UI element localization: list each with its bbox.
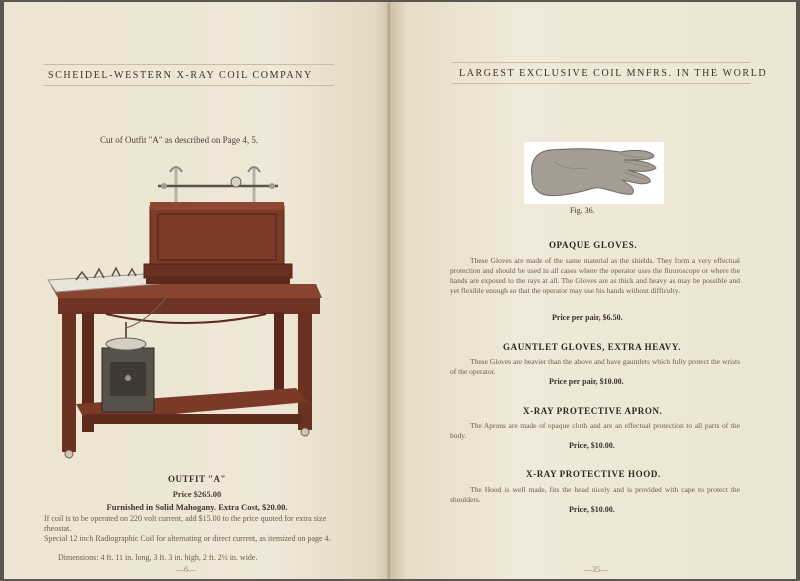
furnished-note: Furnished in Solid Mahogany. Extra Cost, $20.00. <box>106 502 288 512</box>
right-folio: —35— <box>584 565 608 574</box>
section-price-protective-apron: Price, $10.00. <box>569 441 615 450</box>
section-title-opaque-gloves: OPAQUE GLOVES. <box>549 240 638 250</box>
table-leg <box>62 312 76 452</box>
right-running-head: LARGEST EXCLUSIVE COIL MNFRS. IN THE WORLD <box>459 68 768 79</box>
section-body-protective-hood: The Hood is well made, fits the head nicely and is provided with cape to protect the shoulders. <box>450 485 740 504</box>
glove-illustration <box>524 142 664 204</box>
glove-shape <box>532 149 656 196</box>
section-price-protective-hood: Price, $10.00. <box>569 505 615 514</box>
header-rule-top <box>44 64 334 65</box>
table-leg <box>298 312 312 430</box>
section-body-protective-apron: The Aprons are made of opaque cloth and are an effectual protection to all parts of the body. <box>450 421 740 440</box>
figure-caption: Cut of Outfit "A" as described on Page 4, 5. <box>100 135 259 145</box>
header-rule-bottom <box>44 85 334 86</box>
outfit-price: Price $265.00 <box>172 489 222 499</box>
para-220-volt: If coil is to be operated on 220 volt current, add $15.00 to the price quoted for extra size rheostat. <box>44 514 327 533</box>
coil-cabinet <box>150 206 284 268</box>
section-body-gauntlet-gloves: These Gloves are heavier than the above and have gauntlets which fully protect the wrists of the operator. <box>450 357 740 376</box>
table-apron <box>58 298 320 314</box>
outfit-illustration <box>46 152 326 464</box>
header-rule-bottom <box>452 83 750 84</box>
left-page <box>4 2 390 579</box>
section-price-opaque-gloves: Price per pair, $6.50. <box>552 313 623 322</box>
outfit-title: OUTFIT "A" <box>167 474 227 484</box>
shelf-plate-text: SCHEIDEL-WESTERN <box>196 410 238 415</box>
section-price-gauntlet-gloves: Price per pair, $10.00. <box>549 377 624 386</box>
left-running-head: SCHEIDEL-WESTERN X-RAY COIL COMPANY <box>48 70 313 81</box>
section-body-opaque-gloves: These Gloves are made of the same material as the shields. They form a very effectual protection and should be used in all cases where the operator uses the fluoroscope or where the hands are exposed to the rays at all. The Gloves are as thick and heavy as may be possible and yet flexible enough so that the operator may use his hands without difficulty. <box>450 256 740 295</box>
para-radiographic-coil: Special 12 inch Radiographic Coil for alternating or direct current, as itemized on page 4. <box>44 534 331 543</box>
dimensions-line: Dimensions: 4 ft. 11 in. long, 3 ft. 3 in. high, 2 ft. 2½ in. wide. <box>58 553 258 562</box>
section-title-gauntlet-gloves: GAUNTLET GLOVES, EXTRA HEAVY. <box>503 342 682 352</box>
header-rule-top <box>452 62 750 63</box>
table-leg <box>274 312 284 402</box>
fig-36-caption: Fig. 36. <box>570 206 595 215</box>
section-title-protective-hood: X-RAY PROTECTIVE HOOD. <box>526 469 661 479</box>
left-folio: —6— <box>176 565 196 574</box>
book-spread <box>4 2 796 579</box>
section-title-protective-apron: X-RAY PROTECTIVE APRON. <box>523 406 663 416</box>
